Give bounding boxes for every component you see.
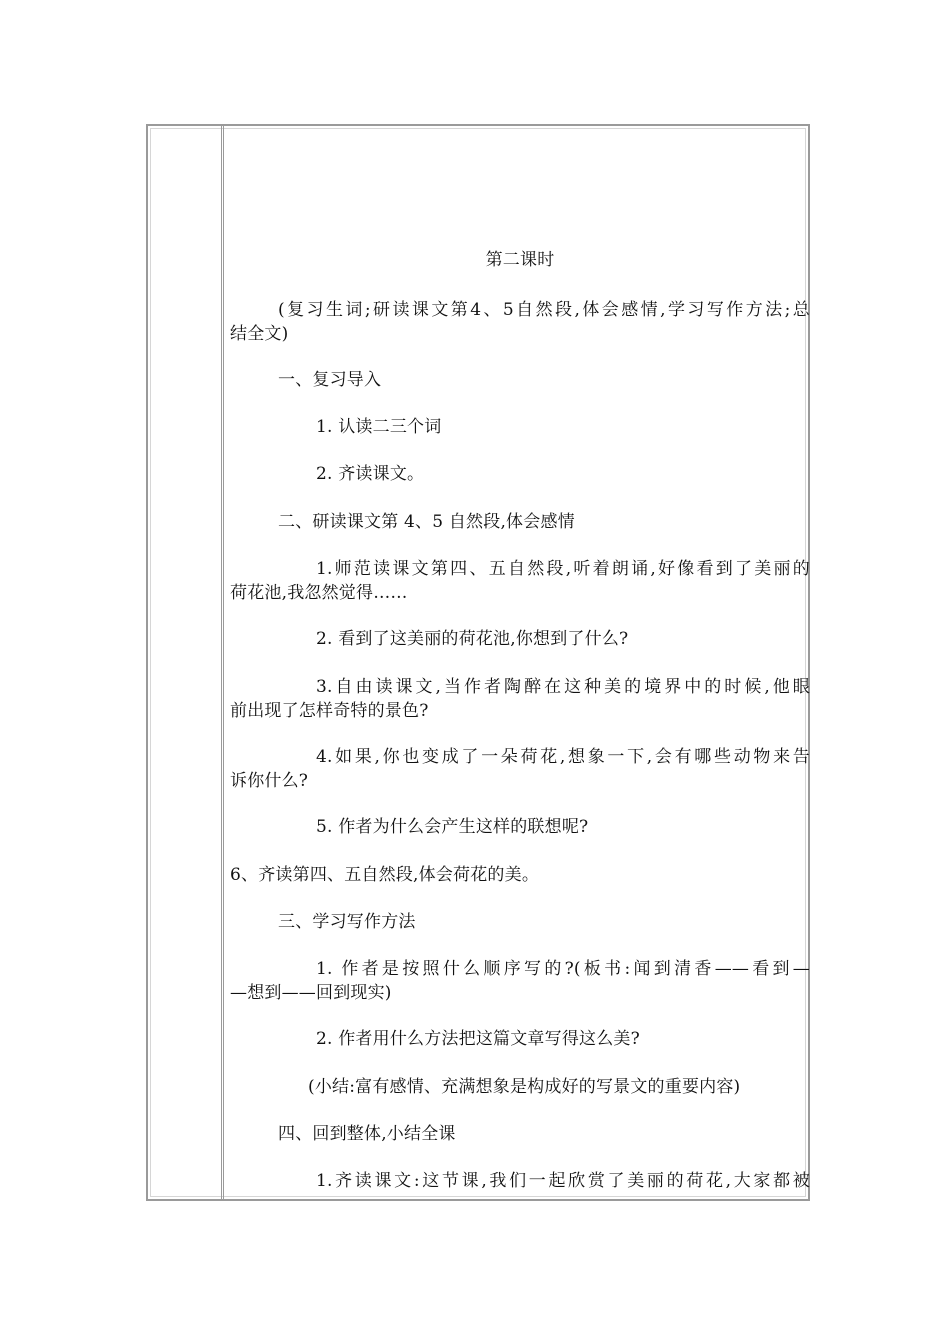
table-left-cell [148,126,224,1199]
section-2-item-2: 2. 看到了这美丽的荷花池,你想到了什么? [316,629,629,649]
lesson-table [146,124,810,1201]
table-content-cell [230,126,810,1199]
section-2-item-4-line-1: 4.如果,你也变成了一朵荷花,想象一下,会有哪些动物来告 [316,747,810,767]
section-2-item-1-line-1: 1.师范读课文第四、五自然段,听着朗诵,好像看到了美丽的 [316,559,810,579]
section-2-item-4-line-2: 诉你什么? [230,771,309,791]
section-1-item-2: 2. 齐读课文。 [316,464,425,484]
overview-line-2: 结全文) [230,324,289,344]
section-heading-4: 四、回到整体,小结全课 [278,1124,456,1144]
section-3-item-1-line-1: 1. 作者是按照什么顺序写的?(板书:闻到清香——看到— [316,959,810,979]
section-3-item-2: 2. 作者用什么方法把这篇文章写得这么美? [316,1029,640,1049]
section-heading-3: 三、学习写作方法 [278,912,416,932]
section-2-item-3-line-2: 前出现了怎样奇特的景色? [230,701,429,721]
section-1-item-1: 1. 认读二三个词 [316,417,442,437]
section-2-item-1-line-2: 荷花池,我忽然觉得…… [230,583,408,603]
section-4-item-1-line-1: 1.齐读课文:这节课,我们一起欣赏了美丽的荷花,大家都被 [316,1171,810,1191]
overview-line-1: (复习生词;研读课文第4、5自然段,体会感情,学习写作方法;总 [278,300,810,320]
section-3-item-1-line-2: —想到——回到现实) [230,983,392,1003]
section-2-closing: 6、齐读第四、五自然段,体会荷花的美。 [230,865,540,885]
section-2-item-3-line-1: 3.自由读课文,当作者陶醉在这种美的境界中的时候,他眼 [316,677,810,697]
section-2-item-5: 5. 作者为什么会产生这样的联想呢? [316,817,589,837]
section-3-summary: (小结:富有感情、充满想象是构成好的写景文的重要内容) [308,1077,741,1097]
lesson-title: 第二课时 [485,250,555,270]
section-heading-1: 一、复习导入 [278,370,382,390]
section-heading-2: 二、研读课文第 4、5 自然段,体会感情 [278,512,575,532]
